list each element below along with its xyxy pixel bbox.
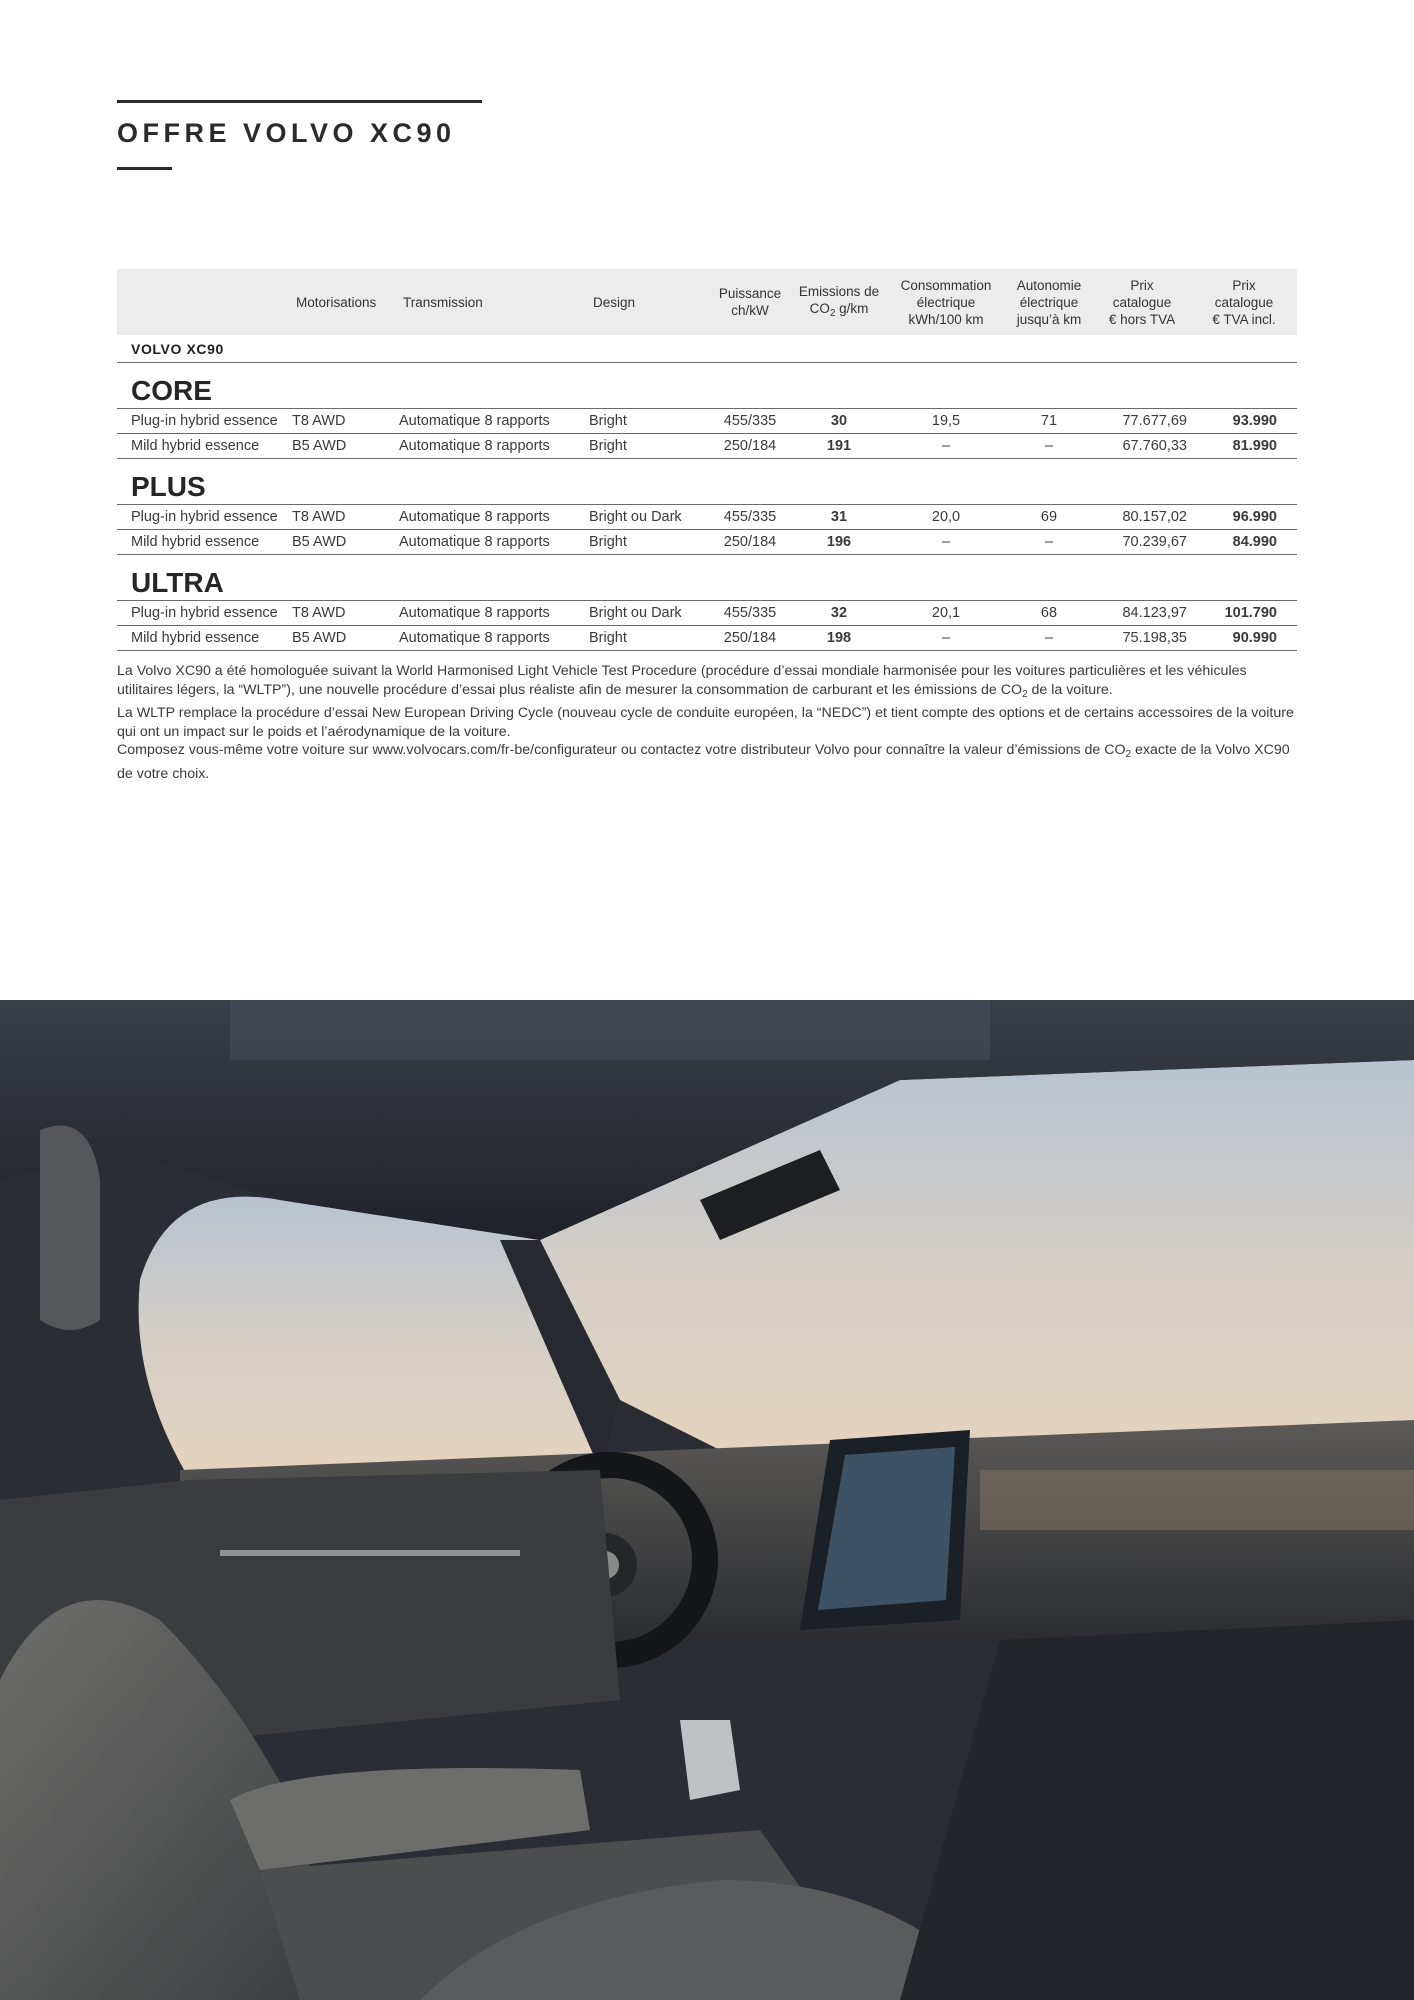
- price-table: [117, 269, 1297, 651]
- footnote-wltp: La Volvo XC90 a été homologuée suivant la World Harmonised Light Vehicle Test Procedure (procédure d’essai mondiale harmonisée pour les voitures particulières et les véhicules utilitaires légers, la “WLTP”), une nouvelle procédure d’essai plus réaliste afin de mesurer la consommation de carburant et les émissions de $CO_2$ de la voiture.: [117, 663, 1247, 700]
- cell-autonomie: 71: [1005, 409, 1093, 434]
- cell-puissance: 250/184: [709, 626, 791, 651]
- model-row: [117, 335, 1297, 363]
- cell-prix-htva: 84.123,97: [1093, 601, 1191, 626]
- cell-co2: 30: [791, 409, 887, 434]
- cell-puissance: 250/184: [709, 530, 791, 555]
- header-autonomie: Autonomie électrique jusqu’à km: [1005, 269, 1093, 335]
- cell-puissance: 455/335: [709, 601, 791, 626]
- trim-name-ultra: ULTRA: [131, 567, 224, 598]
- cell-consommation: –: [887, 530, 1005, 555]
- cell-autonomie: –: [1005, 434, 1093, 459]
- cell-prix-htva: 67.760,33: [1093, 434, 1191, 459]
- table-row: [117, 601, 1297, 626]
- cell-autonomie: –: [1005, 626, 1093, 651]
- cell-prix-tvac: 93.990: [1191, 409, 1297, 434]
- model-name: VOLVO XC90: [117, 335, 1297, 363]
- header-emissions: Emissions de $CO_2$ g/km: [791, 269, 887, 335]
- footnote-nedc: La WLTP remplace la procédure d’essai New European Driving Cycle (nouveau cycle de conduite européen, la “NEDC”) et tient compte des options et de certains accessoires de la voiture qui ont un impact sur le poids et l’aérodynamique de la voiture.: [117, 705, 1294, 740]
- header-empty: [117, 269, 292, 335]
- table-header-row: [117, 269, 1297, 335]
- cell-version: B5 AWD: [292, 530, 399, 555]
- cell-version: B5 AWD: [292, 626, 399, 651]
- header-design: Design: [589, 269, 709, 335]
- cell-version: T8 AWD: [292, 409, 399, 434]
- cell-prix-htva: 77.677,69: [1093, 409, 1191, 434]
- header-prix-tvac: Prix catalogue € TVA incl.: [1191, 269, 1297, 335]
- table-row: [117, 505, 1297, 530]
- cell-co2: 191: [791, 434, 887, 459]
- cell-prix-htva: 70.239,67: [1093, 530, 1191, 555]
- cell-transmission: Automatique 8 rapports: [399, 530, 589, 555]
- cell-consommation: 20,1: [887, 601, 1005, 626]
- cell-co2: 198: [791, 626, 887, 651]
- cell-autonomie: –: [1005, 530, 1093, 555]
- cell-version: T8 AWD: [292, 505, 399, 530]
- car-interior-illustration: [0, 1000, 1414, 2000]
- header-prix-htva: Prix catalogue € hors TVA: [1093, 269, 1191, 335]
- cell-prix-tvac: 81.990: [1191, 434, 1297, 459]
- trim-row: [117, 459, 1297, 505]
- cell-consommation: –: [887, 626, 1005, 651]
- cell-consommation: 19,5: [887, 409, 1005, 434]
- cell-motorisation: Plug-in hybrid essence: [117, 505, 292, 530]
- cell-design: Bright: [589, 409, 709, 434]
- cell-autonomie: 69: [1005, 505, 1093, 530]
- footnote: [117, 662, 1302, 783]
- cell-prix-htva: 80.157,02: [1093, 505, 1191, 530]
- cell-design: Bright: [589, 626, 709, 651]
- header-transmission: Transmission: [399, 269, 589, 335]
- cell-design: Bright: [589, 530, 709, 555]
- top-rule: [117, 100, 482, 103]
- trim-name-core: CORE: [131, 375, 212, 406]
- cell-transmission: Automatique 8 rapports: [399, 626, 589, 651]
- cell-design: Bright ou Dark: [589, 505, 709, 530]
- cell-co2: 32: [791, 601, 887, 626]
- cell-prix-tvac: 101.790: [1191, 601, 1297, 626]
- cell-design: Bright ou Dark: [589, 601, 709, 626]
- cell-prix-tvac: 90.990: [1191, 626, 1297, 651]
- table-row: [117, 409, 1297, 434]
- cell-puissance: 455/335: [709, 505, 791, 530]
- cell-puissance: 250/184: [709, 434, 791, 459]
- cell-consommation: –: [887, 434, 1005, 459]
- cell-puissance: 455/335: [709, 409, 791, 434]
- cell-prix-tvac: 84.990: [1191, 530, 1297, 555]
- cell-transmission: Automatique 8 rapports: [399, 505, 589, 530]
- car-interior-photo: [0, 1000, 1414, 2000]
- page-title: OFFRE VOLVO XC90: [117, 118, 456, 148]
- header-motorisations: Motorisations: [292, 269, 399, 335]
- table-row: [117, 626, 1297, 651]
- cell-motorisation: Mild hybrid essence: [117, 626, 292, 651]
- footnote-configurator: Composez vous-même votre voiture sur www.volvocars.com/fr-be/configurateur ou contactez votre distributeur Volvo pour connaître la valeur d’émissions de $CO_2$ exacte de la Volvo XC90 de votre choix.: [117, 742, 1290, 782]
- table-row: [117, 530, 1297, 555]
- cell-co2: 196: [791, 530, 887, 555]
- trim-row: [117, 555, 1297, 601]
- cell-design: Bright: [589, 434, 709, 459]
- cell-transmission: Automatique 8 rapports: [399, 434, 589, 459]
- cell-transmission: Automatique 8 rapports: [399, 601, 589, 626]
- cell-motorisation: Plug-in hybrid essence: [117, 601, 292, 626]
- cell-consommation: 20,0: [887, 505, 1005, 530]
- cell-prix-htva: 75.198,35: [1093, 626, 1191, 651]
- cell-motorisation: Plug-in hybrid essence: [117, 409, 292, 434]
- trim-name-plus: PLUS: [131, 471, 206, 502]
- cell-version: T8 AWD: [292, 601, 399, 626]
- table-row: [117, 434, 1297, 459]
- header-consommation: Consommation électrique kWh/100 km: [887, 269, 1005, 335]
- header-puissance: Puissance ch/kW: [709, 269, 791, 335]
- title-underline: [117, 167, 172, 170]
- cell-transmission: Automatique 8 rapports: [399, 409, 589, 434]
- cell-motorisation: Mild hybrid essence: [117, 530, 292, 555]
- cell-co2: 31: [791, 505, 887, 530]
- cell-motorisation: Mild hybrid essence: [117, 434, 292, 459]
- cell-autonomie: 68: [1005, 601, 1093, 626]
- trim-row: [117, 363, 1297, 409]
- cell-version: B5 AWD: [292, 434, 399, 459]
- cell-prix-tvac: 96.990: [1191, 505, 1297, 530]
